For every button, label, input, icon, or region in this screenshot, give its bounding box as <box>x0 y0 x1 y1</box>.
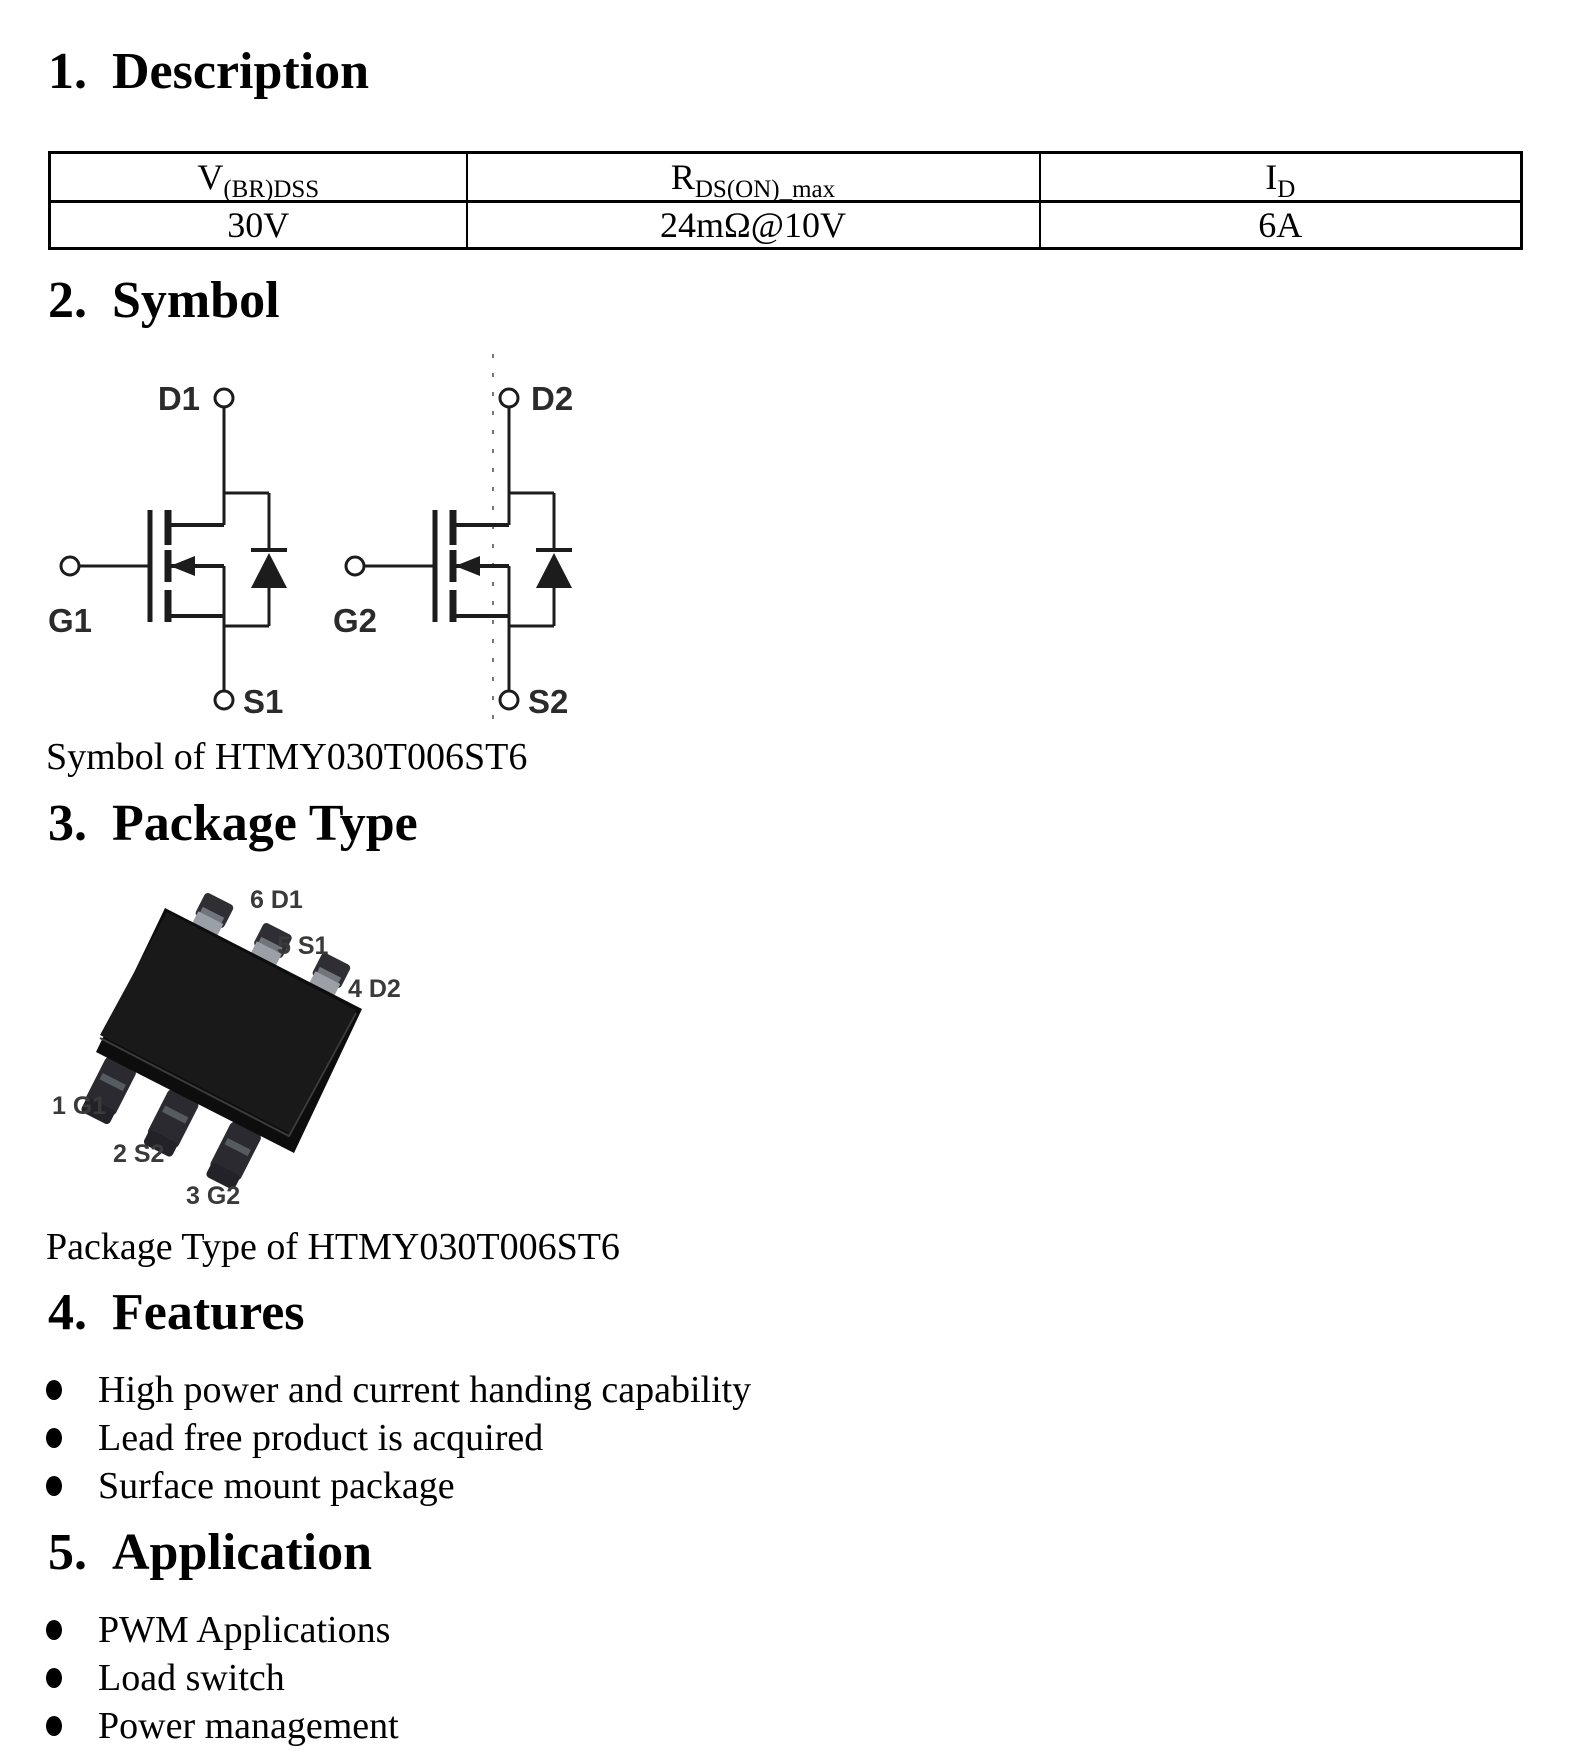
list-item <box>46 1654 399 1702</box>
bullet-icon <box>46 1668 62 1688</box>
section-title: Application <box>112 1524 373 1581</box>
body-diode <box>536 553 572 588</box>
body-arrow <box>170 556 195 576</box>
mosfet-symbol-2 <box>333 380 573 720</box>
terminal-label-s1: S1 <box>243 683 284 720</box>
package-photo-figure <box>40 862 500 1234</box>
features-list <box>46 1366 751 1510</box>
description-table <box>48 151 1523 250</box>
section-heading-application <box>48 1524 373 1581</box>
table-header-rdson: $R_{DS(ON)\_max}$ <box>467 153 1040 202</box>
pin-label-6: 6 D1 <box>250 886 303 914</box>
pin-label-3: 3 G2 <box>186 1182 241 1210</box>
section-heading-package-type <box>48 795 418 852</box>
feature-text: Surface mount package <box>98 1465 455 1507</box>
section-number: 5. <box>48 1524 87 1581</box>
mosfet-symbol-1 <box>48 380 287 720</box>
table-header-vbrdss: $V_{(BR)DSS}$ <box>50 153 467 202</box>
pin-label-4: 4 D2 <box>348 975 401 1003</box>
list-item <box>46 1414 751 1462</box>
table-header-row <box>50 153 1522 202</box>
list-item <box>46 1606 399 1654</box>
list-item <box>46 1702 399 1750</box>
terminal-label-s2: S2 <box>528 683 569 720</box>
terminal-label-g1: G1 <box>47 602 93 639</box>
terminal-label-g2: G2 <box>332 602 378 639</box>
source-terminal <box>215 691 233 709</box>
table-value-row <box>50 202 1522 249</box>
section-title: Description <box>112 43 370 100</box>
pin-label-5: 5 S1 <box>277 932 329 960</box>
application-text: Load switch <box>98 1657 285 1699</box>
bullet-icon <box>46 1620 62 1640</box>
bullet-icon <box>46 1428 62 1448</box>
body-arrow <box>455 556 480 576</box>
list-item <box>46 1366 751 1414</box>
pin-label-1: 1 G1 <box>52 1092 107 1120</box>
bullet-icon <box>46 1476 62 1496</box>
source-terminal <box>500 691 518 709</box>
package-figure-caption: Package Type of HTMY030T006ST6 <box>46 1226 620 1268</box>
section-heading-description <box>48 43 370 100</box>
list-item <box>46 1462 751 1510</box>
feature-text: High power and current handing capability <box>98 1369 752 1411</box>
section-number: 3. <box>48 795 87 852</box>
terminal-label-d1: D1 <box>157 380 200 417</box>
symbol-figure-caption: Symbol of HTMY030T006ST6 <box>46 736 528 778</box>
section-number: 2. <box>48 272 87 329</box>
section-number: 1. <box>48 43 87 100</box>
mosfet-symbol-figure <box>30 340 590 725</box>
section-heading-symbol <box>48 272 280 329</box>
section-title: Features <box>112 1284 305 1341</box>
section-heading-features <box>48 1284 305 1341</box>
pin-label-2: 2 S2 <box>113 1140 165 1168</box>
table-cell-rdson: 24mΩ@10V <box>467 202 1040 249</box>
bullet-icon <box>46 1380 62 1400</box>
drain-terminal <box>215 389 233 407</box>
gate-terminal <box>61 557 79 575</box>
section-number: 4. <box>48 1284 87 1341</box>
terminal-label-d2: D2 <box>531 380 574 417</box>
application-list <box>46 1606 399 1750</box>
application-text: PWM Applications <box>98 1609 391 1651</box>
table-cell-id: 6A <box>1040 202 1522 249</box>
table-cell-vbrdss: 30V <box>50 202 467 249</box>
bullet-icon <box>46 1716 62 1736</box>
gate-terminal <box>346 557 364 575</box>
application-text: Power management <box>98 1705 399 1747</box>
body-diode <box>251 553 287 588</box>
drain-terminal <box>500 389 518 407</box>
table-header-id: $I_D$ <box>1040 153 1522 202</box>
section-title: Package Type <box>112 795 418 852</box>
section-title: Symbol <box>112 272 280 329</box>
feature-text: Lead free product is acquired <box>98 1417 544 1459</box>
